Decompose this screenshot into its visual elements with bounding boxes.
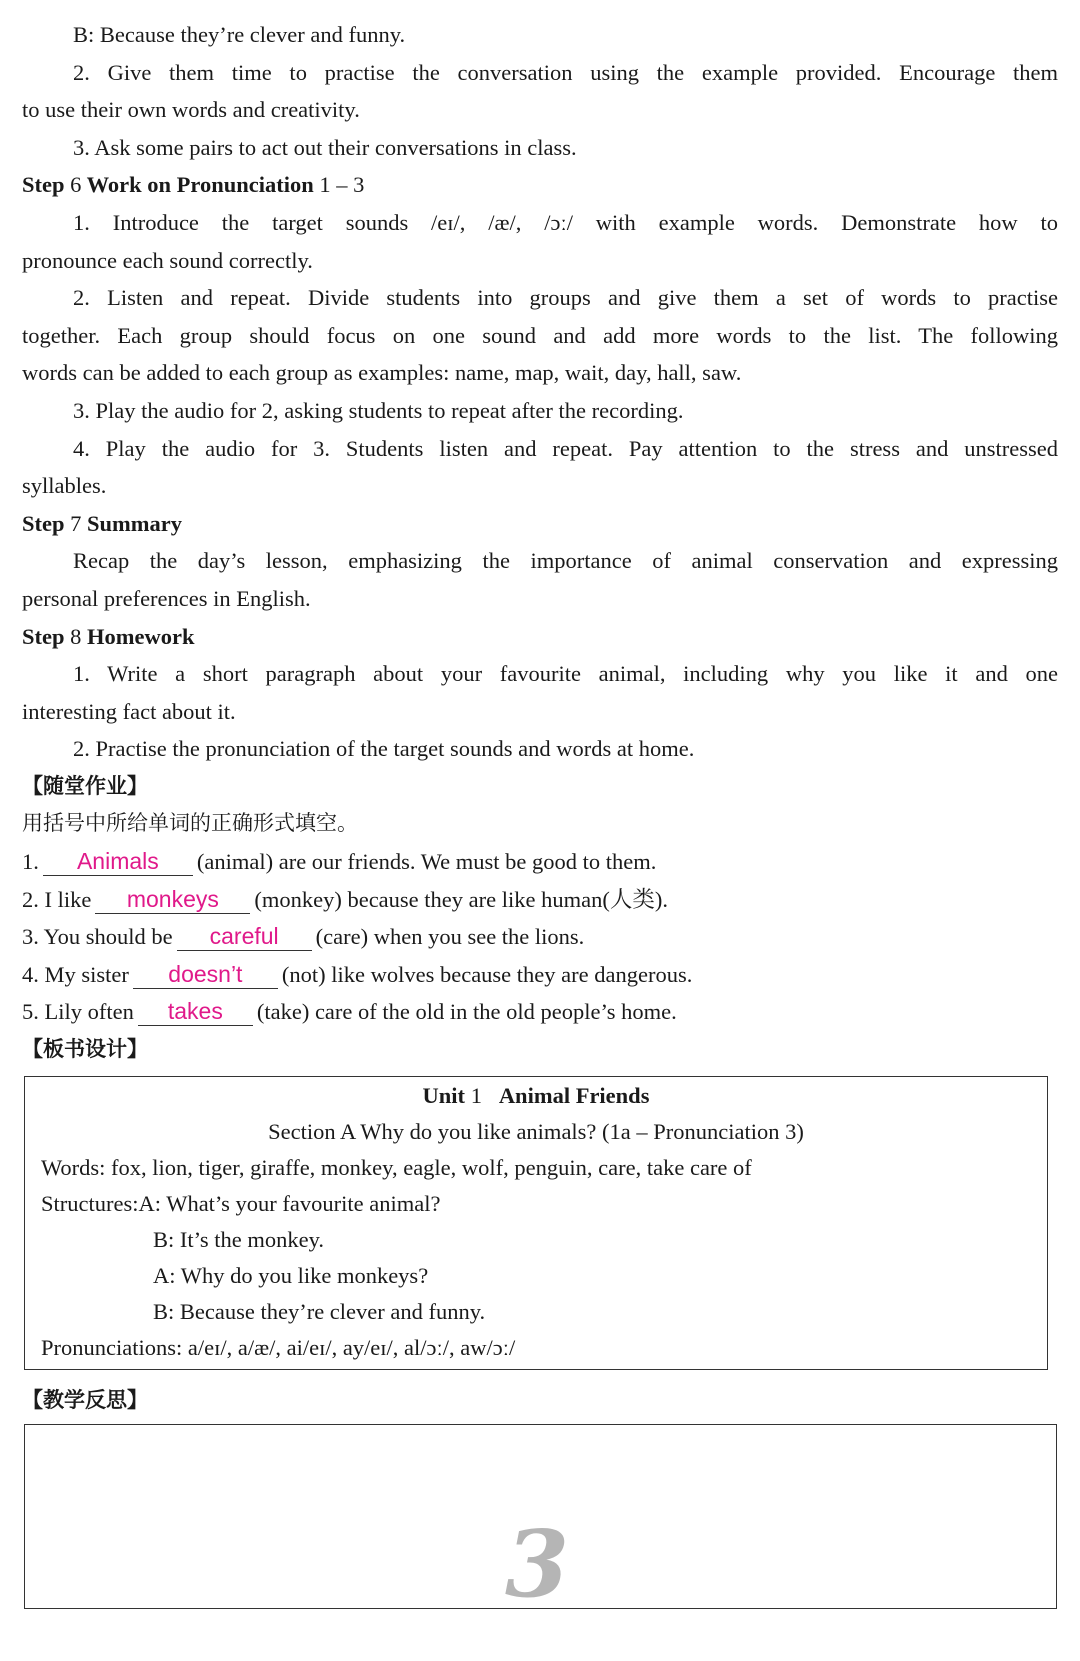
step6-item3: 3. Play the audio for 2, asking students to repeat after the recording. <box>73 397 684 423</box>
board-structure-line: A: Why do you like monkeys? <box>153 1263 429 1288</box>
step5-item3: 3. Ask some pairs to act out their conversations in class. <box>73 134 577 160</box>
exercise-item: 3. You should be careful (care) when you see the lions. <box>22 918 1058 956</box>
exercise-item: 4. My sister doesn’t (not) like wolves because they are dangerous. <box>22 956 1058 994</box>
board-structures: Structures:A: What’s your favourite animal? <box>41 1191 441 1216</box>
step8-item2: 2. Practise the pronunciation of the target sounds and words at home. <box>73 736 695 762</box>
step6-item2-line2: together. Each group should focus on one sound and add more words to the list. The following <box>22 322 1058 348</box>
exercise-item: 2. I like monkeys (monkey) because they are like human(人类). <box>22 881 1058 919</box>
step6-heading: Step 6 Work on Pronunciation 1 – 3 <box>22 172 365 198</box>
answer-text: takes <box>167 998 223 1025</box>
step8-item1-line2: interesting fact about it. <box>22 698 236 724</box>
lesson-plan-page <box>22 16 1058 1069</box>
board-unit-title: Unit 1 Animal Friends <box>422 1083 650 1108</box>
step6-item2-line1: 2. Listen and repeat. Divide students into groups and give them a set of words to practise <box>73 285 1058 311</box>
page-number: 3 <box>505 1510 570 1618</box>
step5-item2-line1: 2. Give them time to practise the conversation using the example provided. Encourage them <box>73 59 1058 85</box>
step5-item2-line2: to use their own words and creativity. <box>22 97 360 123</box>
exercise-item: 1. Animals (animal) are our friends. We must be good to them. <box>22 843 1058 881</box>
step7-text-line1: Recap the day’s lesson, emphasizing the importance of animal conservation and expressing <box>73 548 1058 574</box>
dialog-line: B: Because they’re clever and funny. <box>73 22 406 47</box>
step6-item1-line2: pronounce each sound correctly. <box>22 247 313 273</box>
board-structure-line: B: It’s the monkey. <box>153 1227 325 1252</box>
answer-text: Animals <box>76 848 159 875</box>
board-words: Words: fox, lion, tiger, giraffe, monkey, eagle, wolf, penguin, care, take care of <box>41 1155 752 1180</box>
answer-text: doesn’t <box>168 960 243 987</box>
exercise-heading: 【随堂作业】 <box>22 773 148 798</box>
step8-item1-line1: 1. Write a short paragraph about your favourite animal, including why you like it and one <box>73 661 1058 687</box>
step6-item4-line2: syllables. <box>22 473 107 499</box>
step8-heading: Step 8 Homework <box>22 623 195 649</box>
answer-text: monkeys <box>126 885 219 912</box>
step6-item2-line3: words can be added to each group as examples: name, map, wait, day, hall, saw. <box>22 360 742 386</box>
answer-text: careful <box>209 923 279 950</box>
board-section: Section A Why do you like animals? (1a – Pronunciation 3) <box>268 1119 804 1144</box>
exercise-instruction: 用括号中所给单词的正确形式填空。 <box>22 811 358 836</box>
board-pronunciations: Pronunciations: a/eɪ/, a/æ/, ai/eɪ/, ay/eɪ/, al/ɔː/, aw/ɔː/ <box>41 1335 516 1360</box>
board-design-box <box>24 1076 1048 1370</box>
step6-item4-line1: 4. Play the audio for 3. Students listen and repeat. Pay attention to the stress and unstressed <box>73 435 1058 461</box>
reflection-heading: 【教学反思】 <box>22 1388 148 1412</box>
exercise-item: 5. Lily often takes (take) care of the old in the old people’s home. <box>22 993 1058 1031</box>
board-heading: 【板书设计】 <box>22 1037 148 1062</box>
step6-item1-line1: 1. Introduce the target sounds /eɪ/, /æ/, /ɔː/ with example words. Demonstrate how to <box>73 209 1058 235</box>
board-structure-line: B: Because they’re clever and funny. <box>153 1299 486 1324</box>
step7-heading: Step 7 Summary <box>22 510 183 536</box>
step7-text-line2: personal preferences in English. <box>22 585 311 611</box>
